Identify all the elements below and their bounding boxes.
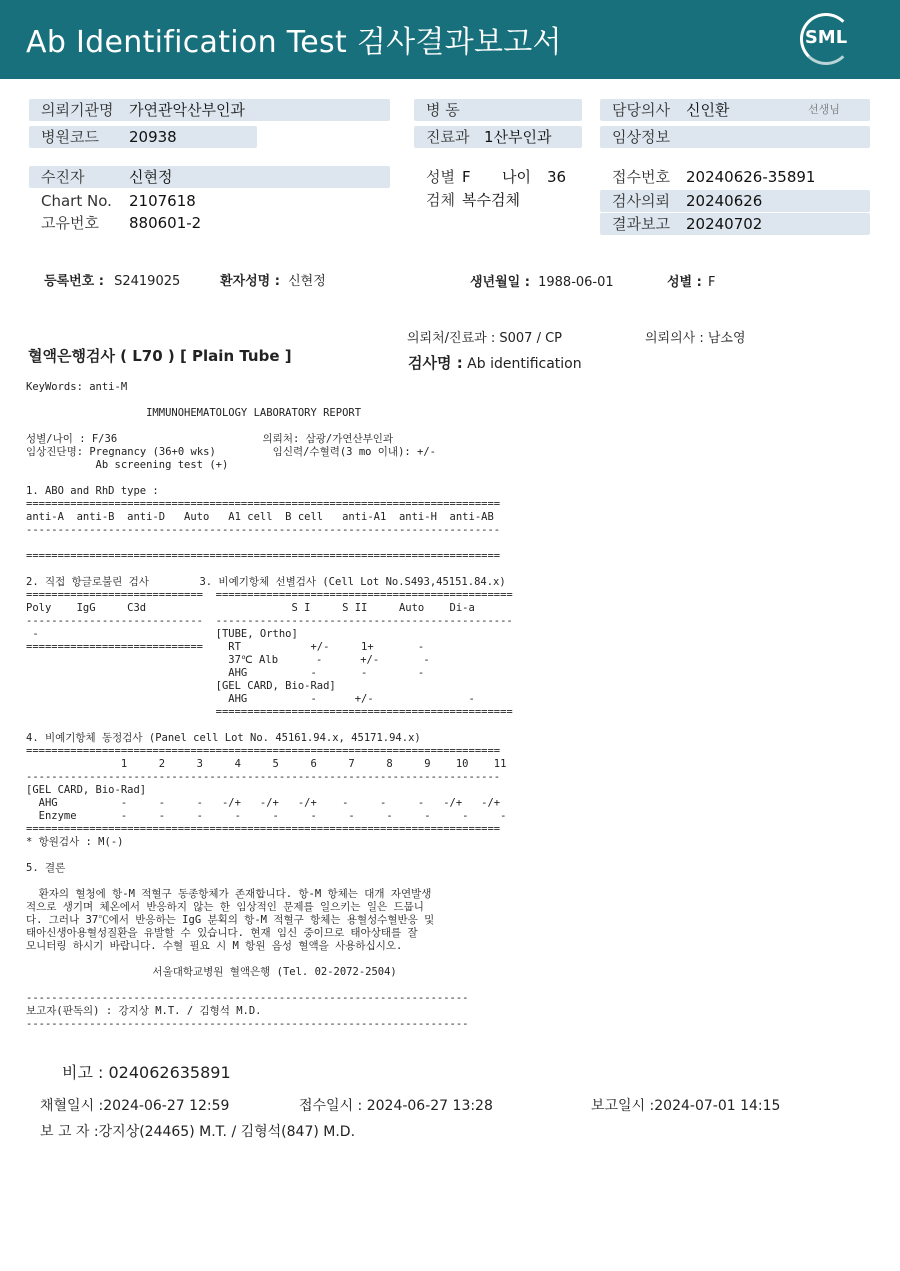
age-label: 나이	[502, 168, 531, 186]
hosp-code-value: 20938	[129, 128, 177, 146]
report-body	[26, 381, 586, 1031]
hosp-code-field	[29, 126, 257, 148]
receive-label: 접수일시 :	[299, 1098, 363, 1114]
report-line: ---------------------------- -----------------------------------------------	[26, 615, 513, 627]
report-line: 임상진단명: Pregnancy (36+0 wks) 임신력/수혈력(3 mo 이내): +/-	[26, 446, 437, 458]
dob-row	[470, 271, 614, 290]
report-line: 1. ABO and RhD type :	[26, 485, 159, 497]
ward-field	[414, 99, 582, 121]
report-line: * 항원검사 : M(-)	[26, 836, 124, 848]
reporter-row	[40, 1121, 355, 1141]
report-line: anti-A anti-B anti-D Auto A1 cell B cell anti-A1 anti-H anti-AB	[26, 511, 494, 523]
reg-sex-label: 성별 :	[667, 275, 702, 290]
reporter-value: 강지상(24465) M.T. / 김형석(847) M.D.	[98, 1124, 356, 1140]
reg-no-label: 등록번호 :	[44, 274, 104, 289]
doctor-field	[600, 99, 870, 121]
receive-value: 2024-06-27 13:28	[366, 1098, 493, 1114]
test-name-value: Ab identification	[467, 356, 582, 372]
report-line: 보고자(판독의) : 강지상 M.T. / 김형석 M.D.	[26, 1005, 262, 1017]
ward-label: 병 동	[426, 101, 460, 119]
report-line: - [TUBE, Ortho]	[26, 628, 298, 640]
report-line: ===============================================	[26, 706, 513, 718]
name-row	[220, 270, 326, 289]
sex-value: F	[462, 168, 471, 186]
report-line	[26, 953, 586, 966]
memo-row	[62, 1060, 231, 1083]
sex-label: 성별	[426, 168, 455, 186]
report-line: 4. 비예기항체 동정검사 (Panel cell Lot No. 45161.94.x, 45171.94.x)	[26, 732, 421, 744]
report-line: Enzyme - - - - - - - - - - -	[26, 810, 507, 822]
collect-value: 2024-06-27 12:59	[103, 1098, 230, 1114]
report-line: Poly IgG C3d S I S II Auto Di-a	[26, 602, 475, 614]
uid-value: 880601-2	[129, 214, 202, 232]
report-time-label: 보고일시 :	[591, 1098, 655, 1114]
report-title: Ab Identification Test 검사결과보고서	[26, 25, 562, 60]
report-date-label: 결과보고	[612, 215, 670, 233]
report-line: AHG - - - -/+ -/+ -/+ - - - -/+ -/+	[26, 797, 501, 809]
report-line	[26, 563, 586, 576]
reg-sex-row	[667, 271, 715, 290]
name-value: 신현정	[288, 274, 326, 289]
report-line: KeyWords: anti-M	[26, 381, 128, 393]
request-field	[600, 190, 870, 212]
report-line: ============================ RT +/- 1+ -	[26, 641, 425, 653]
patient-label: 수진자	[41, 168, 85, 186]
report-line: [GEL CARD, Bio-Rad]	[26, 784, 147, 796]
doctor-label: 담당의사	[612, 101, 670, 119]
report-header	[0, 0, 900, 79]
name-label: 환자성명 :	[220, 274, 280, 289]
receive-row	[299, 1095, 493, 1115]
report-date-value: 20240702	[686, 215, 763, 233]
patient-value: 신현정	[129, 168, 173, 186]
age-value: 36	[547, 168, 567, 186]
report-line: 2. 직접 항글로불린 검사 3. 비예기항체 선별검사 (Cell Lot No.S493,45151.84.x)	[26, 576, 506, 588]
report-line	[26, 719, 586, 732]
report-line: 성별/나이 : F/36 의뢰처: 삼광/가연산부인과	[26, 433, 394, 445]
report-line	[26, 420, 586, 433]
chart-value: 2107618	[129, 192, 196, 210]
memo-label: 비고 :	[62, 1063, 104, 1082]
uid-label: 고유번호	[41, 214, 99, 232]
collect-label: 채혈일시 :	[40, 1098, 104, 1114]
doctor-suffix: 선생님	[808, 103, 840, 116]
report-line: 1 2 3 4 5 6 7 8 9 10 11	[26, 758, 507, 770]
section-title: 혈액은행검사 ( L70 ) [ Plain Tube ]	[28, 347, 292, 365]
ref-doctor: 의뢰의사 : 남소영	[645, 331, 746, 346]
report-line: 태아신생아용혈성질환을 유발할 수 있습니다. 현재 임신 중이므로 태아상태를 잘	[26, 927, 418, 939]
specimen-field	[414, 189, 582, 211]
report-line: 서울대학교병원 혈액은행 (Tel. 02-2072-2504)	[26, 966, 397, 978]
dob-label: 생년월일 :	[470, 275, 530, 290]
collect-row	[40, 1095, 229, 1115]
report-date-field	[600, 213, 870, 235]
reg-no-row	[44, 270, 180, 289]
report-line: 37℃ Alb - +/- -	[26, 654, 430, 666]
request-label: 검사의뢰	[612, 192, 670, 210]
dept-field	[414, 126, 582, 148]
patient-field	[29, 166, 390, 188]
hosp-code-label: 병원코드	[41, 128, 99, 146]
report-line: [GEL CARD, Bio-Rad]	[26, 680, 336, 692]
referral: 의뢰처/진료과 : S007 / CP	[407, 331, 562, 346]
receipt-value: 20240626-35891	[686, 168, 816, 186]
report-time-value: 2024-07-01 14:15	[654, 1098, 781, 1114]
report-line: ---------------------------------------------------------------------------	[26, 771, 501, 783]
specimen-label: 검체	[426, 191, 455, 209]
report-line: ---------------------------------------------------------------------------	[26, 524, 501, 536]
sex-age-field	[414, 166, 582, 188]
req-org-field	[29, 99, 390, 121]
report-line	[26, 849, 586, 862]
chart-field	[29, 190, 390, 212]
sml-logo	[800, 13, 852, 65]
report-line: ===========================================================================	[26, 823, 501, 835]
test-name-label: 검사명 :	[408, 354, 463, 372]
request-value: 20240626	[686, 192, 763, 210]
clinical-field	[600, 126, 870, 148]
memo-value: 024062635891	[108, 1063, 231, 1082]
report-line: 적으로 생기며 체온에서 반응하지 않는 한 임상적인 문제를 일으키는 일은 드뭅니	[26, 901, 424, 913]
logo-text: SML	[804, 27, 848, 48]
report-line: ===========================================================================	[26, 745, 501, 757]
report-line: 다. 그러나 37℃에서 반응하는 IgG 분획의 항-M 적혈구 항체는 용혈성수혈반응 및	[26, 914, 435, 926]
report-line: 모니터링 하시기 바랍니다. 수혈 필요 시 M 항원 음성 혈액을 사용하십시오.	[26, 940, 403, 952]
specimen-value: 복수검체	[462, 191, 520, 209]
report-line: ----------------------------------------------------------------------	[26, 992, 469, 1004]
receipt-label: 접수번호	[612, 168, 670, 186]
clinical-label: 임상정보	[612, 128, 670, 146]
uid-field	[29, 212, 390, 234]
dob-value: 1988-06-01	[538, 275, 614, 290]
dept-label: 진료과	[426, 128, 470, 146]
report-time-row	[591, 1095, 780, 1115]
reg-no-value: S2419025	[114, 274, 181, 289]
receipt-field	[600, 166, 870, 188]
report-line	[26, 979, 586, 992]
report-line	[26, 875, 586, 888]
reporter-label: 보 고 자 :	[40, 1124, 99, 1140]
report-line	[26, 394, 586, 407]
req-org-label: 의뢰기관명	[41, 101, 114, 119]
report-line: ============================ ===============================================	[26, 589, 513, 601]
report-line: ===========================================================================	[26, 498, 501, 510]
reg-sex-value: F	[707, 275, 716, 290]
report-line: Ab screening test (+)	[26, 459, 229, 471]
report-line	[26, 472, 586, 485]
report-line: AHG - - -	[26, 667, 425, 679]
report-line: ===========================================================================	[26, 550, 501, 562]
report-line: IMMUNOHEMATOLOGY LABORATORY REPORT	[26, 407, 362, 419]
report-line	[26, 537, 586, 550]
report-line: ----------------------------------------------------------------------	[26, 1018, 469, 1030]
chart-label: Chart No.	[41, 192, 112, 210]
report-line: AHG - +/- -	[26, 693, 475, 705]
req-org-value: 가연관악산부인과	[129, 101, 245, 119]
report-line: 환자의 혈청에 항-M 적혈구 동종항체가 존재합니다. 항-M 항체는 대개 자연발생	[26, 888, 432, 900]
dept-value: 1산부인과	[484, 128, 552, 146]
doctor-value: 신인환	[686, 101, 730, 119]
test-name-row	[408, 352, 582, 373]
report-line: 5. 결론	[26, 862, 66, 874]
